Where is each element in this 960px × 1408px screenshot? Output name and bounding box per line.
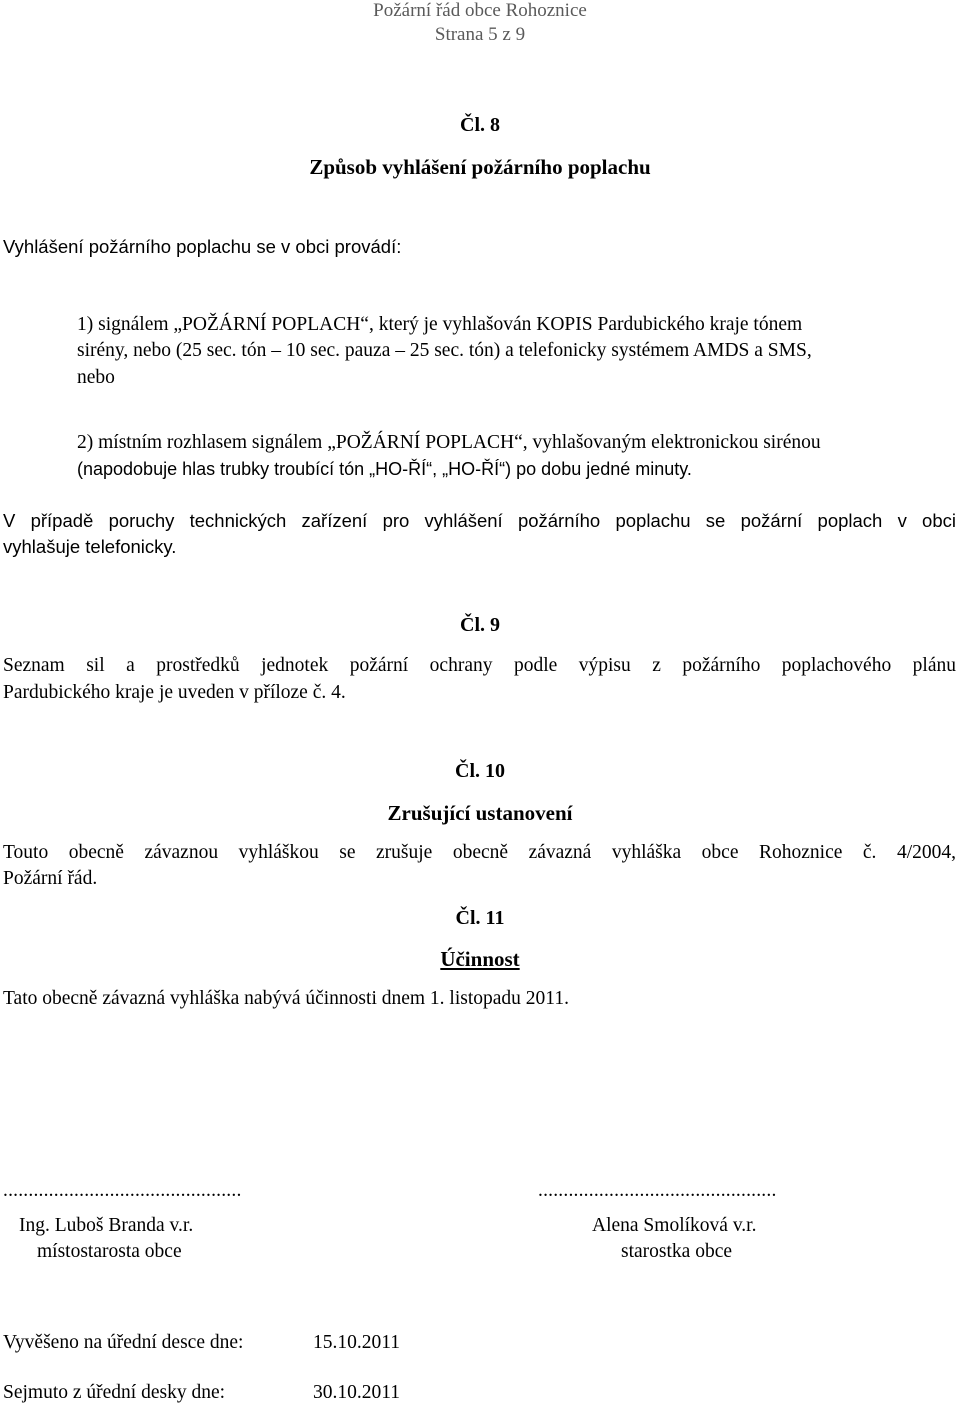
removed-label: Sejmuto z úřední desky dne:	[3, 1382, 226, 1403]
article-11-number: Čl. 11	[455, 907, 505, 929]
signature-right-role: starostka obce	[621, 1241, 733, 1262]
article-9-text-line-2: Pardubického kraje je uveden v příloze č. 4.	[3, 682, 346, 703]
article-8-failure-line-1: V případě poruchy technických zařízení pro vyhlášení požárního poplachu se požární poplach v obci	[3, 510, 956, 531]
posted-date: 15.10.2011	[313, 1332, 401, 1353]
document-header-title: Požární řád obce Rohoznice	[373, 0, 587, 21]
article-11-heading: Účinnost	[440, 947, 520, 971]
article-8-item-2-line-1: 2) místním rozhlasem signálem „POŽÁRNÍ POPLACH“, vyhlašovaným elektronickou sirénou	[77, 432, 821, 453]
posted-label: Vyvěšeno na úřední desce dne:	[3, 1332, 244, 1353]
article-8-item-1-line-2: sirény, nebo (25 sec. tón – 10 sec. pauza – 25 sec. tón) a telefonicky systémem AMDS a SMS,	[77, 340, 812, 361]
article-8-failure-line-2: vyhlašuje telefonicky.	[3, 536, 177, 557]
article-10-text-line-2: Požární řád.	[3, 868, 98, 889]
removed-date: 30.10.2011	[313, 1382, 401, 1403]
article-8-intro: Vyhlášení požárního poplachu se v obci provádí:	[3, 236, 402, 257]
article-10-heading: Zrušující ustanovení	[387, 801, 573, 825]
signature-right-name: Alena Smolíková v.r.	[592, 1215, 757, 1236]
article-10-number: Čl. 10	[455, 760, 505, 782]
signature-left-dots: ...............................................	[3, 1180, 242, 1201]
article-9-text-line-1: Seznam sil a prostředků jednotek požární ochrany podle výpisu z požárního poplachového plánu	[3, 655, 956, 676]
page-number: Strana 5 z 9	[434, 24, 526, 45]
article-8-number: Čl. 8	[460, 114, 500, 136]
article-10-text-line-1: Touto obecně závaznou vyhláškou se zrušuje obecně závazná vyhláška obce Rohoznice č. 4/2004,	[3, 842, 956, 863]
article-9-number: Čl. 9	[460, 614, 500, 636]
article-8-item-1-line-1: 1) signálem „POŽÁRNÍ POPLACH“, který je vyhlašován KOPIS Pardubického kraje tónem	[77, 314, 803, 335]
signature-left-role: místostarosta obce	[37, 1241, 182, 1262]
article-11-text: Tato obecně závazná vyhláška nabývá účinnosti dnem 1. listopadu 2011.	[3, 988, 569, 1009]
signature-right-dots: ...............................................	[538, 1180, 777, 1201]
article-8-item-2-line-2: (napodobuje hlas trubky troubící tón „HO-ŘÍ“, „HO-ŘÍ“) po dobu jedné minuty.	[77, 459, 692, 479]
article-8-item-1-line-3: nebo	[77, 367, 115, 388]
article-8-heading: Způsob vyhlášení požárního poplachu	[309, 155, 651, 179]
signature-left-name: Ing. Luboš Branda v.r.	[19, 1215, 194, 1236]
